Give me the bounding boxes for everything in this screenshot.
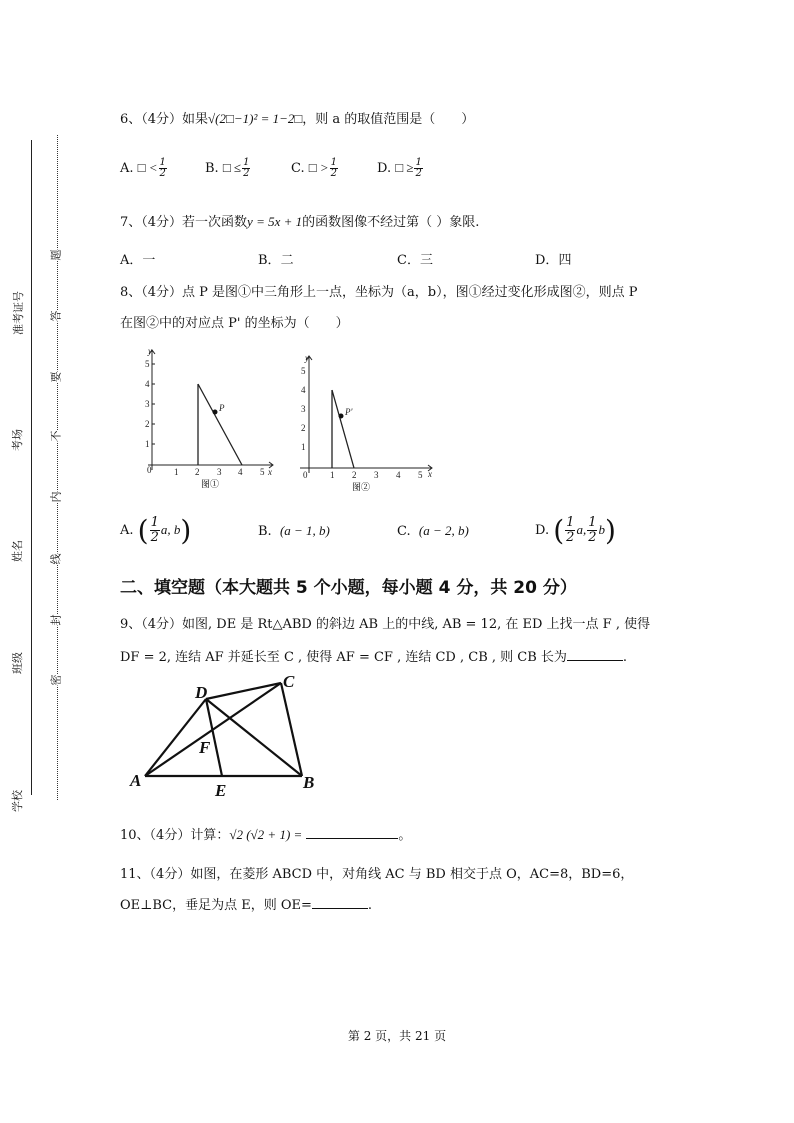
svg-text:1: 1 bbox=[330, 470, 335, 480]
option-expression: a, b bbox=[160, 522, 181, 537]
school-label: 学校 bbox=[11, 790, 24, 812]
option-label: D． bbox=[535, 253, 559, 268]
binding-margin bbox=[0, 0, 100, 1123]
q10-end: 。 bbox=[398, 828, 412, 843]
fraction-denominator: 2 bbox=[150, 530, 159, 545]
fraction-numerator: 1 bbox=[330, 157, 338, 168]
svg-text:0: 0 bbox=[147, 465, 152, 475]
q8-option-a[interactable] bbox=[120, 514, 191, 547]
q7-option-c[interactable] bbox=[397, 249, 433, 268]
option-text: 一 bbox=[142, 253, 156, 268]
page-footer: 第 2 页，共 21 页 bbox=[347, 1029, 447, 1043]
open-paren: ( bbox=[137, 514, 149, 547]
option-text: 三 bbox=[419, 253, 433, 268]
admission-number-label: 准考证号 bbox=[12, 291, 25, 335]
option-label: B． bbox=[258, 253, 281, 268]
open-paren: ( bbox=[553, 514, 565, 547]
option-text: 二 bbox=[280, 253, 294, 268]
svg-text:4: 4 bbox=[396, 470, 401, 480]
q7-option-a[interactable] bbox=[120, 249, 155, 268]
fraction-denominator: 2 bbox=[330, 168, 338, 179]
svg-text:3: 3 bbox=[217, 467, 222, 477]
fraction bbox=[242, 158, 250, 179]
option-expression: (a − 2, b) bbox=[418, 523, 469, 538]
svg-text:5: 5 bbox=[145, 359, 150, 369]
option-text: 四 bbox=[558, 253, 572, 268]
svg-text:y: y bbox=[148, 346, 152, 356]
q8-graph-1 bbox=[138, 342, 278, 492]
fraction-numerator: 1 bbox=[150, 515, 159, 530]
q8-option-c[interactable] bbox=[397, 523, 469, 539]
seal-char: 封 bbox=[49, 614, 63, 626]
q6-option-a[interactable] bbox=[120, 158, 168, 179]
seal-char: 不 bbox=[49, 430, 63, 442]
q7-option-d[interactable] bbox=[535, 249, 571, 268]
svg-text:2: 2 bbox=[352, 470, 357, 480]
svg-text:3: 3 bbox=[374, 470, 379, 480]
point-e-label: E bbox=[215, 781, 227, 800]
q6-option-c[interactable] bbox=[291, 158, 339, 179]
q7-expression: y = 5x + 1 bbox=[247, 214, 303, 229]
question-6-stem bbox=[120, 108, 474, 127]
svg-text:y: y bbox=[305, 353, 309, 363]
graph-2-caption: 图② bbox=[352, 482, 371, 492]
point-d-label: D bbox=[195, 683, 208, 702]
point-b-label: B bbox=[303, 773, 315, 792]
binding-solid-line bbox=[31, 140, 32, 795]
q11-answer-blank[interactable] bbox=[312, 908, 368, 909]
fraction-numerator: 1 bbox=[566, 515, 575, 530]
q9-answer-blank[interactable] bbox=[567, 660, 623, 661]
point-a-label: A bbox=[130, 771, 142, 790]
svg-text:2: 2 bbox=[195, 467, 200, 477]
svg-text:P': P' bbox=[345, 407, 353, 417]
option-label: A. bbox=[120, 161, 134, 176]
option-label: C. bbox=[397, 524, 411, 539]
fraction bbox=[587, 516, 597, 545]
seal-char: 线 bbox=[49, 553, 63, 565]
fraction-denominator: 2 bbox=[566, 530, 575, 545]
q6-head: 6、（4分）如果 bbox=[120, 112, 209, 127]
seal-char: 答 bbox=[49, 310, 63, 322]
fraction bbox=[565, 516, 575, 545]
svg-text:4: 4 bbox=[145, 379, 150, 389]
q10-text: 10、（4分）计算： bbox=[120, 828, 230, 843]
svg-text:2: 2 bbox=[145, 419, 150, 429]
point-p-prime bbox=[339, 414, 344, 419]
option-label: B. bbox=[258, 524, 272, 539]
point-c-label: C bbox=[283, 672, 295, 691]
fraction bbox=[159, 158, 167, 179]
fraction-numerator: 1 bbox=[243, 157, 250, 168]
fraction bbox=[330, 158, 338, 179]
graph-1-caption: 图① bbox=[201, 479, 220, 489]
option-label: A． bbox=[120, 253, 143, 268]
section-2-heading: 二、填空题（本大题共 5 个小题，每小题 4 分，共 20 分） bbox=[120, 578, 577, 598]
q10-expression: √2 (√2 + 1) = bbox=[229, 827, 303, 842]
q7-tail: 的函数图像不经过第（ ）象限. bbox=[302, 215, 480, 230]
close-paren: ) bbox=[604, 514, 616, 547]
fraction bbox=[150, 516, 160, 545]
q6-tail: ，则 a 的取值范围是（ ） bbox=[302, 112, 475, 127]
class-label: 班级 bbox=[11, 652, 24, 674]
name-label: 姓名 bbox=[11, 540, 24, 562]
question-7-stem bbox=[120, 211, 479, 230]
question-11-stem-line2 bbox=[120, 894, 372, 913]
option-label: D. bbox=[377, 161, 392, 176]
q6-option-b[interactable] bbox=[205, 158, 251, 179]
svg-text:5: 5 bbox=[301, 366, 306, 376]
option-relation: □ ≥ bbox=[395, 160, 414, 175]
option-expression: a, bbox=[576, 522, 587, 537]
point-f-label: F bbox=[199, 738, 211, 757]
exam-room-label: 考场 bbox=[11, 429, 24, 451]
fraction-numerator: 1 bbox=[415, 157, 422, 168]
fraction-denominator: 2 bbox=[243, 168, 250, 179]
svg-text:1: 1 bbox=[145, 439, 150, 449]
seal-dotted-line bbox=[57, 135, 58, 800]
option-expression: (a − 1, b) bbox=[279, 523, 330, 538]
seal-char: 密 bbox=[49, 674, 63, 686]
svg-text:4: 4 bbox=[301, 385, 306, 395]
option-label: B. bbox=[205, 161, 219, 176]
svg-text:3: 3 bbox=[145, 399, 150, 409]
q6-expression: √(2□−1)² = 1−2□ bbox=[208, 111, 303, 126]
question-9-stem-line1: 9、（4分）如图, DE 是 Rt△ABD 的斜边 AB 上的中线, AB = 12, 在 ED 上找一点 F , 使得 bbox=[120, 617, 651, 632]
point-p bbox=[213, 410, 218, 415]
fraction-denominator: 2 bbox=[159, 168, 166, 179]
q11-line2-text: OE⊥BC，垂足为点 E，则 OE= bbox=[120, 898, 312, 913]
svg-text:5: 5 bbox=[260, 467, 265, 477]
question-10-stem bbox=[120, 824, 411, 843]
fraction-numerator: 1 bbox=[588, 515, 597, 530]
q9-line2-text: DF = 2, 连结 AF 并延长至 C , 使得 AF = CF , 连结 CD , CB , 则 CB 长为 bbox=[120, 650, 567, 665]
fraction bbox=[414, 158, 422, 179]
svg-text:x: x bbox=[268, 467, 272, 477]
q9-line2-end: . bbox=[622, 650, 628, 665]
question-11-stem-line1: 11、（4分）如图，在菱形 ABCD 中，对角线 AC 与 BD 相交于点 O，AC=8，BD=6， bbox=[120, 867, 634, 882]
option-relation: □ > bbox=[308, 160, 329, 175]
svg-text:P: P bbox=[219, 403, 225, 413]
q6-option-d[interactable] bbox=[377, 158, 424, 179]
question-9-stem-line2 bbox=[120, 646, 627, 665]
q7-option-b[interactable] bbox=[258, 249, 294, 268]
seal-char: 要 bbox=[49, 371, 63, 383]
option-relation: □ < bbox=[137, 160, 158, 175]
q7-head: 7、（4分）若一次函数 bbox=[120, 215, 248, 230]
svg-text:2: 2 bbox=[301, 423, 306, 433]
q10-answer-blank[interactable] bbox=[306, 838, 398, 839]
q8-option-d[interactable] bbox=[535, 514, 616, 547]
option-label: A. bbox=[120, 523, 134, 538]
option-expression: b bbox=[598, 522, 605, 537]
fraction-numerator: 1 bbox=[159, 157, 166, 168]
q8-option-b[interactable] bbox=[258, 523, 330, 539]
fraction-denominator: 2 bbox=[588, 530, 597, 545]
svg-text:3: 3 bbox=[301, 404, 306, 414]
fraction-denominator: 2 bbox=[415, 168, 422, 179]
option-label: D. bbox=[535, 523, 550, 538]
close-paren: ) bbox=[180, 514, 192, 547]
question-8-stem-line2: 在图②中的对应点 P' 的坐标为（ ） bbox=[120, 316, 349, 331]
svg-text:5: 5 bbox=[418, 470, 423, 480]
question-8-stem-line1: 8、（4分）点 P 是图①中三角形上一点，坐标为（a，b），图①经过变化形成图②，则点 P bbox=[120, 285, 638, 300]
svg-text:4: 4 bbox=[238, 467, 243, 477]
svg-text:1: 1 bbox=[301, 442, 306, 452]
q11-end: . bbox=[367, 898, 373, 913]
q8-graph-2 bbox=[292, 350, 437, 495]
svg-text:1: 1 bbox=[174, 467, 179, 477]
q9-figure bbox=[125, 670, 325, 805]
svg-text:0: 0 bbox=[303, 470, 308, 480]
seal-char: 题 bbox=[49, 249, 63, 261]
option-label: C. bbox=[291, 161, 305, 176]
option-label: C． bbox=[397, 253, 420, 268]
svg-text:x: x bbox=[428, 469, 432, 479]
seal-char: 内 bbox=[49, 491, 63, 503]
option-relation: □ ≤ bbox=[222, 160, 242, 175]
